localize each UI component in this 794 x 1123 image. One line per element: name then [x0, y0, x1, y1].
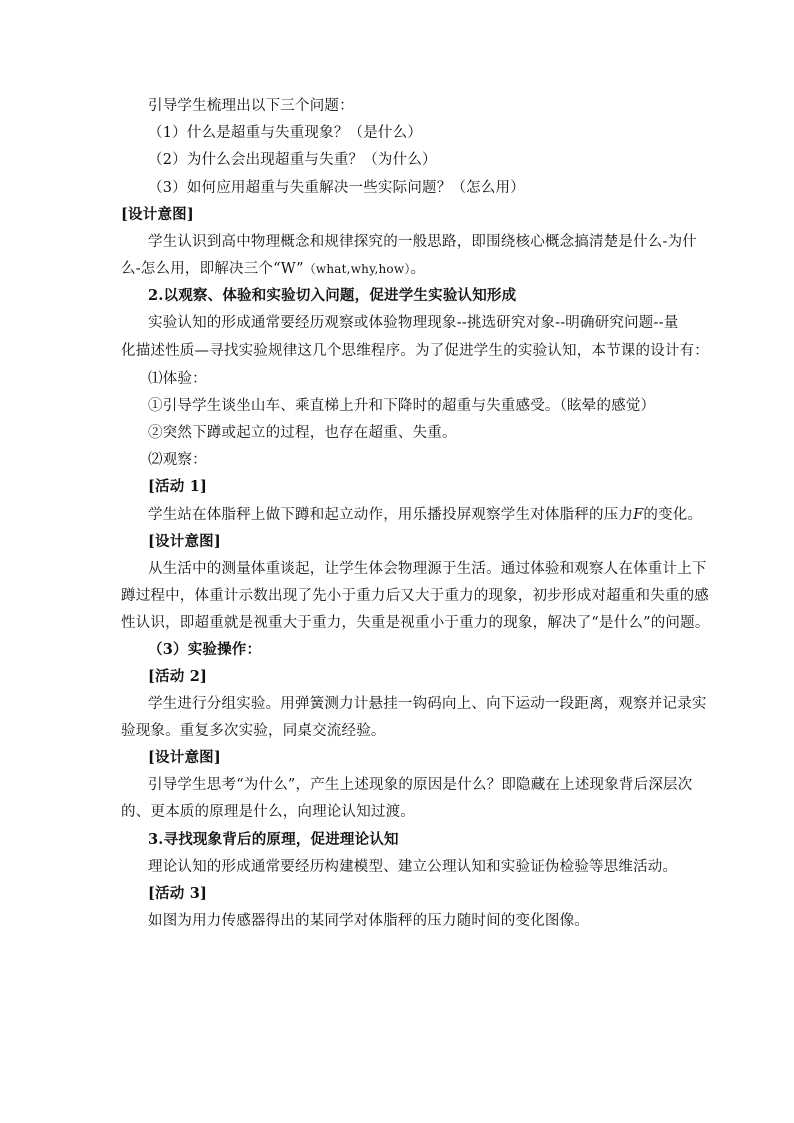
- paragraph-line: 学生进行分组实验。用弹簧测力计悬挂一钩码向上、向下运动一段距离，观察并记录实: [148, 696, 707, 712]
- paragraph-line: 的、更本质的原理是什么，向理论认知过渡。: [121, 804, 415, 820]
- paragraph-line: 蹲过程中，体重计示数出现了先小于重力后又大于重力的现象，初步形成对超重和失重的感: [121, 588, 709, 604]
- activity-3-heading: [活动 3]: [148, 885, 208, 902]
- paragraph-text-ascii: （what,why,how）: [303, 262, 411, 276]
- paragraph-text: 么-怎么用，即解决三个“W”: [121, 261, 304, 277]
- paragraph-line: 化描述性质—寻找实验规律这几个思维程序。为了促进学生的实验认知，本节课的设计有：: [121, 343, 709, 359]
- activity-2-heading: [活动 2]: [148, 668, 208, 685]
- paragraph-line: 理论认知的形成通常要经历构建模型、建立公理认知和实验证伪检验等思维活动。: [148, 859, 678, 875]
- design-intent-heading-1: [设计意图]: [121, 206, 194, 223]
- list-item: ②突然下蹲或起立的过程，也存在超重、失重。: [148, 425, 457, 441]
- force-symbol: F: [633, 507, 644, 523]
- design-intent-heading-3: [设计意图]: [148, 749, 221, 766]
- paragraph-line: 学生认识到高中物理概念和规律探究的一般思路，即围绕核心概念搞清楚是什么-为什: [148, 234, 697, 250]
- subheading-observe: ⑵观察：: [148, 452, 207, 468]
- paragraph-line: 引导学生思考“为什么”，产生上述现象的原因是什么？即隐藏在上述现象背后深层次: [148, 777, 693, 793]
- paragraph-text: 。: [410, 261, 426, 277]
- paragraph-text: 学生站在体脂秤上做下蹲和起立动作，用乐播投屏观察学生对体脂秤的压力: [148, 507, 634, 523]
- intro-line: 引导学生梳理出以下三个问题：: [148, 98, 354, 114]
- paragraph-line: 如图为用力传感器得出的某同学对体脂秤的压力随时间的变化图像。: [148, 913, 589, 929]
- section-heading-3: 3.寻找现象背后的原理，促进理论认知: [148, 831, 399, 848]
- subheading-experiment: （3）实验操作：: [148, 641, 262, 658]
- question-1: （1）什么是超重与失重现象？（是什么）: [148, 125, 423, 141]
- paragraph-line: 性认识，即超重就是视重大于重力，失重是视重小于重力的现象，解决了“是什么”的问题。: [121, 615, 710, 631]
- activity-1-heading: [活动 1]: [148, 478, 208, 495]
- design-intent-heading-2: [设计意图]: [148, 533, 221, 550]
- list-item: ①引导学生谈坐山车、乘直梯上升和下降时的超重与失重感受。（眩晕的感觉）: [148, 398, 656, 414]
- paragraph-line: [148, 505, 702, 525]
- paragraph-line: 从生活中的测量体重谈起，让学生体会物理源于生活。通过体验和观察人在体重计上下: [148, 561, 707, 577]
- question-3: （3）如何应用超重与失重解决一些实际问题？（怎么用）: [148, 180, 525, 196]
- paragraph-line: 验现象。重复多次实验，同桌交流经验。: [121, 723, 386, 739]
- paragraph-line: [121, 259, 425, 279]
- paragraph-line: 实验认知的形成通常要经历观察或体验物理现象--挑选研究对象--明确研究问题--量: [148, 315, 679, 331]
- subheading-experience: ⑴体验：: [148, 371, 207, 387]
- question-2: （2）为什么会出现超重与失重？（为什么）: [148, 152, 437, 168]
- section-heading-2: 2.以观察、体验和实验切入问题，促进学生实验认知形成: [148, 287, 517, 304]
- paragraph-text: 的变化。: [643, 507, 703, 523]
